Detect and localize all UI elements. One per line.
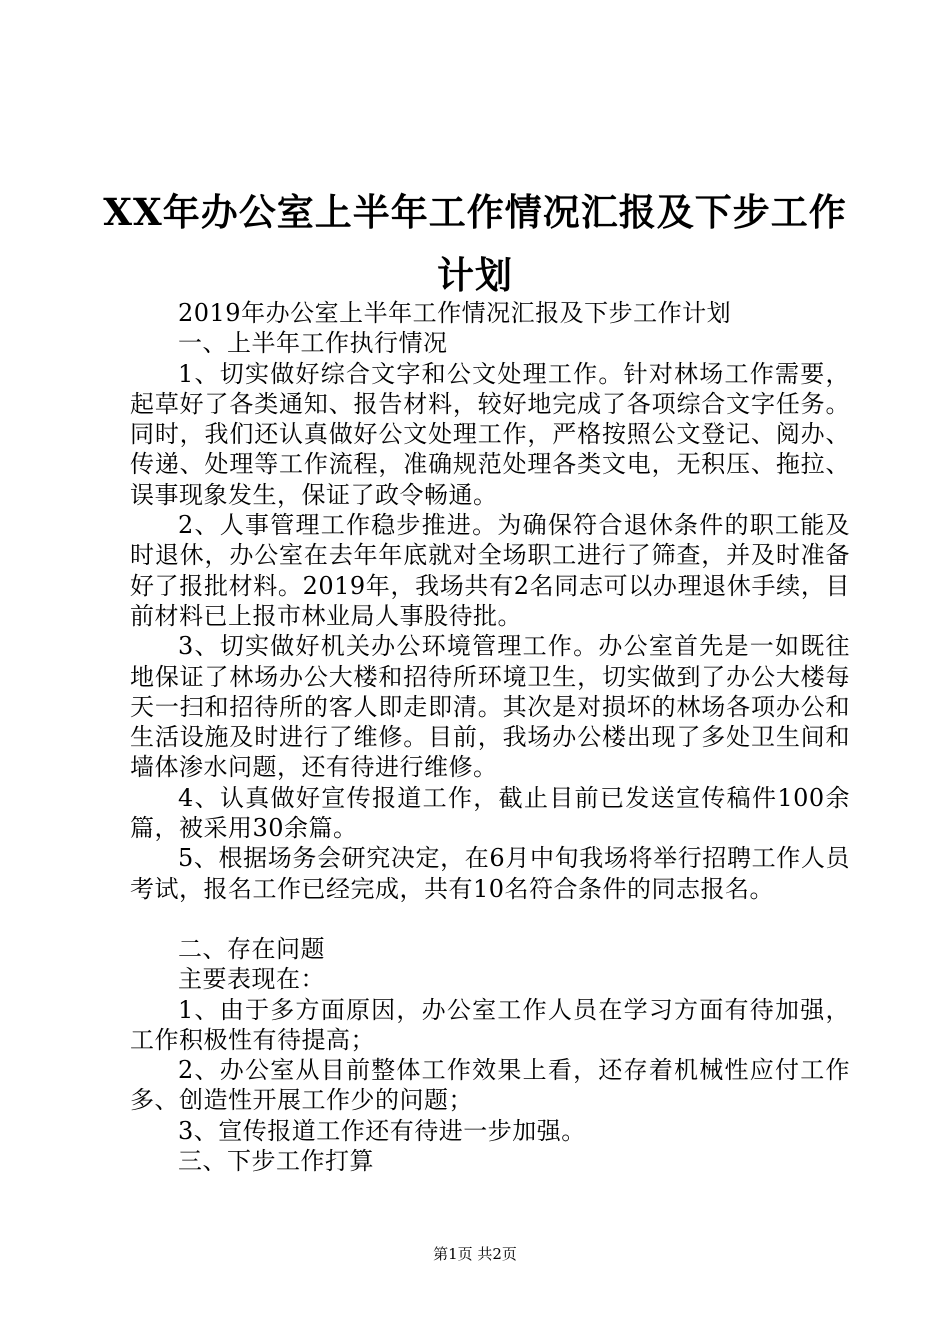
document-title-line2: 计划: [437, 253, 513, 297]
subtitle-paragraph: 2019年办公室上半年工作情况汇报及下步工作计划: [178, 299, 732, 327]
body-paragraph: 4、认真做好宣传报道工作，截止目前已发送宣传稿件100余篇，被采用30余篇。: [130, 783, 850, 843]
section-heading-2: 二、存在问题: [178, 934, 325, 963]
body-paragraph: 主要表现在：: [178, 965, 325, 994]
section-heading-1: 一、上半年工作执行情况: [178, 329, 448, 358]
body-paragraph: 1、由于多方面原因，办公室工作人员在学习方面有待加强，工作积极性有待提高；: [130, 995, 850, 1054]
section-heading-3: 三、下步工作打算: [178, 1147, 374, 1176]
page-footer: 第1页 共2页: [433, 1245, 517, 1263]
body-paragraph: 1、切实做好综合文字和公文处理工作。针对林场工作需要，起草好了各类通知、报告材料，较好地完成了各项综合文字任务。同时，我们还认真做好公文处理工作，严格按照公文登记、阅办、传递、处理等工作流程，准确规范处理各类文电，无积压、拖拉、误事现象发生，保证了政令畅通。: [130, 359, 850, 509]
body-paragraph: 5、根据场务会研究决定，在6月中旬我场将举行招聘工作人员考试，报名工作已经完成，共有10名符合条件的同志报名。: [130, 844, 850, 903]
body-paragraph: 2、办公室从目前整体工作效果上看，还存着机械性应付工作多、创造性开展工作少的问题；: [130, 1056, 850, 1115]
document-body: [130, 298, 850, 1176]
body-paragraph: 2、人事管理工作稳步推进。为确保符合退休条件的职工能及时退休，办公室在去年年底就对全场职工进行了筛查，并及时准备好了报批材料。2019年，我场共有2名同志可以办理退休手续，目前材料已上报市林业局人事股待批。: [130, 511, 850, 630]
body-paragraph: 3、切实做好机关办公环境管理工作。办公室首先是一如既往地保证了林场办公大楼和招待所环境卫生，切实做到了办公大楼每天一扫和招待所的客人即走即清。其次是对损坏的林场各项办公和生活设施及时进行了维修。目前，我场办公楼出现了多处卫生间和墙体渗水问题，还有待进行维修。: [130, 632, 850, 782]
document-title-line1: XX年办公室上半年工作情况汇报及下步工作: [103, 190, 847, 234]
body-paragraph: 3、宣传报道工作还有待进一步加强。: [178, 1116, 586, 1145]
